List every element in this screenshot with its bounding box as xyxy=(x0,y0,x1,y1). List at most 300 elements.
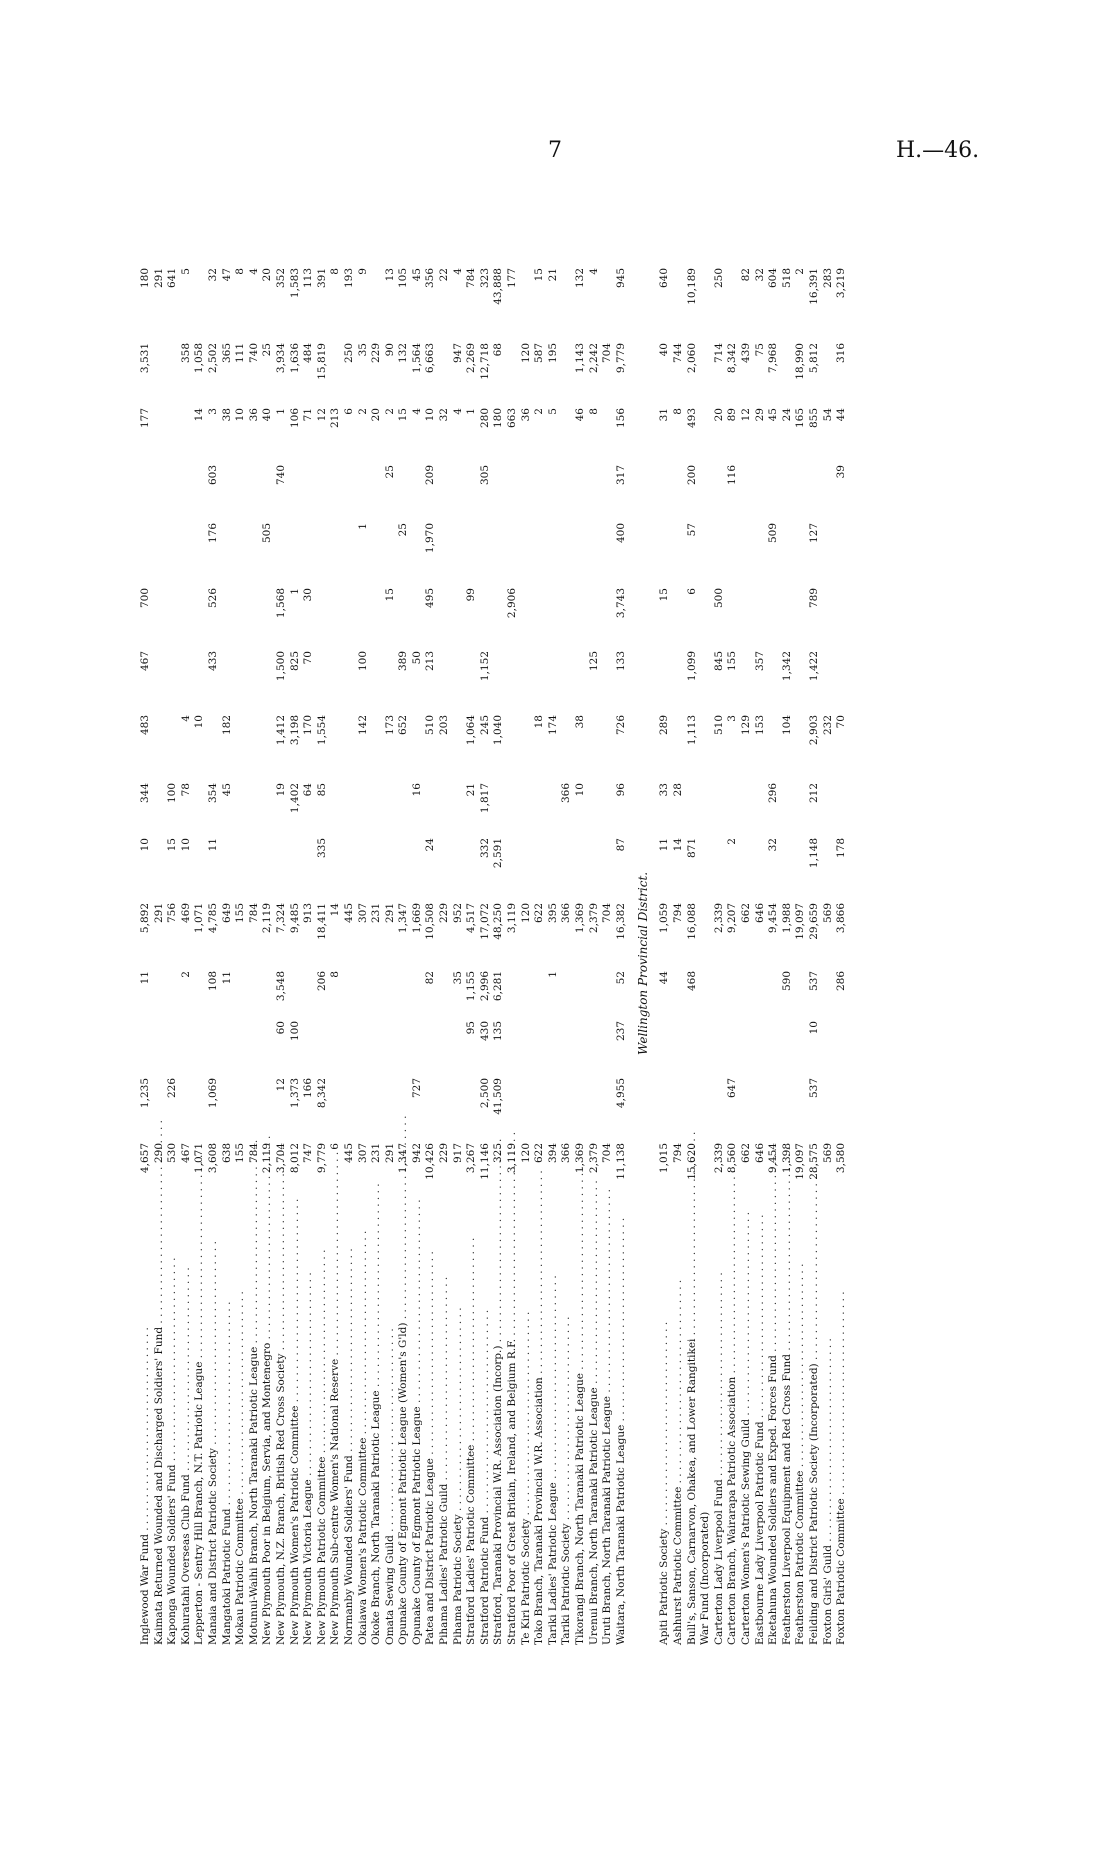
organisation-name: Stratford Ladies' Patriotic Committee . . . xyxy=(466,1205,477,1645)
table-row xyxy=(602,145,616,1645)
amount-cell: 203 xyxy=(438,715,451,736)
table-row xyxy=(507,145,521,1645)
amount-cell: 756 xyxy=(166,903,179,924)
amount-cell: 1,071 xyxy=(193,903,206,934)
organisation-name: Feilding and District Patriotic Society (Incorporated) . . . xyxy=(809,1205,820,1645)
amount-cell: 35 xyxy=(451,971,464,985)
amount-cell: 32 xyxy=(767,838,780,852)
organisation-name: Stratford Patriotic Fund . . . xyxy=(480,1205,491,1645)
amount-cell: 510 xyxy=(424,715,437,736)
amount-cell: 871 xyxy=(685,838,698,859)
amount-cell: 740 xyxy=(274,465,287,486)
amount-cell: 469 xyxy=(179,903,192,924)
amount-cell: 2 xyxy=(794,268,807,275)
table-row xyxy=(235,145,249,1645)
amount-cell: 8 xyxy=(587,408,600,415)
amount-cell: 11 xyxy=(220,971,233,985)
organisation-name: New Plymouth Patriotic Committee . . . xyxy=(317,1205,328,1645)
amount-cell: 20 xyxy=(370,408,383,422)
table-row xyxy=(330,145,344,1645)
amount-cell: 740 xyxy=(247,343,260,364)
amount-cell: 1,554 xyxy=(315,715,328,746)
amount-cell: 1,113 xyxy=(685,715,698,746)
amount-cell: 229 xyxy=(370,343,383,364)
amount-cell: 1,988 xyxy=(780,903,793,934)
table-row xyxy=(344,145,358,1645)
amount-cell: 166 xyxy=(302,1078,315,1099)
amount-cell: 106 xyxy=(288,408,301,429)
amount-cell: 22 xyxy=(438,268,451,282)
amount-cell: 307 xyxy=(356,1143,369,1164)
amount-cell: 155 xyxy=(726,651,739,672)
amount-cell: 2,996 xyxy=(478,971,491,1002)
amount-cell: 505 xyxy=(261,523,274,544)
table-row xyxy=(276,145,290,1645)
amount-cell: 289 xyxy=(658,715,671,736)
amount-cell: 47 xyxy=(220,268,233,282)
table-row xyxy=(659,145,673,1645)
amount-cell: 25 xyxy=(261,343,274,357)
amount-cell: 344 xyxy=(139,783,151,804)
amount-cell: 3,198 xyxy=(288,715,301,746)
amount-cell: 153 xyxy=(753,715,766,736)
organisation-name: Okaiawa Women's Patriotic Committee . . . xyxy=(358,1205,369,1645)
amount-cell: 250 xyxy=(712,268,725,289)
amount-cell: 174 xyxy=(546,715,559,736)
organisation-name: Foxton Patriotic Committee . . . xyxy=(836,1205,847,1645)
amount-cell: 96 xyxy=(614,783,627,797)
organisation-name: Tariki Patriotic Society . . . xyxy=(561,1205,572,1645)
table-row xyxy=(140,145,154,1645)
amount-cell: 439 xyxy=(739,343,752,364)
amount-cell: 400 xyxy=(614,523,627,544)
amount-cell: 4 xyxy=(451,408,464,415)
amount-cell: 212 xyxy=(807,783,820,804)
amount-cell: 85 xyxy=(315,783,328,797)
amount-cell: 913 xyxy=(302,903,315,924)
amount-cell: 6 xyxy=(329,1143,342,1150)
amount-cell: 1,564 xyxy=(410,343,423,374)
amount-cell: 100 xyxy=(288,1021,301,1042)
amount-cell: 2 xyxy=(726,838,739,845)
amount-cell: 15,620 xyxy=(685,1143,698,1180)
table-row xyxy=(768,145,782,1645)
amount-cell: 663 xyxy=(506,408,519,429)
amount-cell: 9,207 xyxy=(726,903,739,934)
amount-cell: 467 xyxy=(139,651,151,672)
amount-cell: 11 xyxy=(658,838,671,852)
amount-cell: 46 xyxy=(574,408,586,422)
amount-cell: 5,892 xyxy=(139,903,151,934)
table-row xyxy=(809,145,823,1645)
amount-cell: 9,485 xyxy=(288,903,301,934)
amount-cell: 291 xyxy=(152,268,165,289)
amount-cell: 2,242 xyxy=(587,343,600,374)
amount-cell: 38 xyxy=(574,715,586,729)
amount-cell: 1,398 xyxy=(780,1143,793,1174)
amount-cell: 1,099 xyxy=(685,651,698,682)
amount-cell: 5,812 xyxy=(807,343,820,374)
amount-cell: 5 xyxy=(546,408,559,415)
amount-cell: 2 xyxy=(533,408,546,415)
table-row xyxy=(727,145,741,1645)
amount-cell: 365 xyxy=(220,343,233,364)
amount-cell: 45 xyxy=(767,408,780,422)
amount-cell: 1,402 xyxy=(288,783,301,814)
amount-cell: 231 xyxy=(370,1143,383,1164)
amount-cell: 135 xyxy=(492,1021,505,1042)
table-row xyxy=(303,145,317,1645)
amount-cell: 113 xyxy=(302,268,315,289)
amount-cell: 232 xyxy=(821,715,834,736)
amount-cell: 14 xyxy=(193,408,206,422)
amount-cell: 108 xyxy=(206,971,219,992)
amount-cell: 11,138 xyxy=(614,1143,627,1180)
document-code: H.—46. xyxy=(896,138,980,163)
amount-cell: 641 xyxy=(166,268,179,289)
amount-cell: 537 xyxy=(807,1078,820,1099)
amount-cell: 784 xyxy=(465,268,478,289)
table-row xyxy=(249,145,263,1645)
amount-cell: 41,509 xyxy=(492,1078,505,1115)
amount-cell: 1,059 xyxy=(658,903,671,934)
organisation-name: Kaimata Returned Wounded and Discharged Soldiers' Fund . . . xyxy=(154,1205,165,1645)
amount-cell: 952 xyxy=(451,903,464,924)
amount-cell: 366 xyxy=(560,1143,573,1164)
amount-cell: 3,704 xyxy=(274,1143,287,1174)
amount-cell: 4 xyxy=(410,408,423,415)
amount-cell: 662 xyxy=(739,903,752,924)
amount-cell: 366 xyxy=(560,903,573,924)
amount-cell: 226 xyxy=(166,1078,179,1099)
organisation-name: Carterton Lady Liverpool Fund . . . xyxy=(714,1205,725,1645)
amount-cell: 366 xyxy=(560,783,573,804)
amount-cell: 19 xyxy=(274,783,287,797)
amount-cell: 229 xyxy=(438,903,451,924)
amount-cell: 945 xyxy=(614,268,627,289)
amount-cell: 10 xyxy=(234,408,247,422)
organisation-name: Okoke Branch, North Taranaki Patriotic League . . . xyxy=(371,1205,382,1645)
amount-cell: 317 xyxy=(614,465,627,486)
amount-cell: 156 xyxy=(614,408,627,429)
amount-cell: 569 xyxy=(821,903,834,924)
amount-cell: 2,119 xyxy=(261,903,274,934)
organisation-name: Inglewood War Fund . . . xyxy=(140,1205,151,1645)
amount-cell: 70 xyxy=(835,715,848,729)
page-number: 7 xyxy=(548,138,562,163)
amount-cell: 170 xyxy=(302,715,315,736)
section-heading xyxy=(629,145,659,1645)
amount-cell: 7,324 xyxy=(274,903,287,934)
amount-cell: 28 xyxy=(671,783,684,797)
organisation-name: Foxton Girls' Guild . . . xyxy=(823,1205,834,1645)
amount-cell: 357 xyxy=(753,651,766,672)
amount-cell: 20 xyxy=(712,408,725,422)
amount-cell: 120 xyxy=(519,903,532,924)
amount-cell: 3,119 xyxy=(506,903,519,934)
amount-cell: 622 xyxy=(533,1143,546,1164)
amount-cell: 2,903 xyxy=(807,715,820,746)
amount-cell: 90 xyxy=(383,343,396,357)
amount-cell: 1 xyxy=(288,588,301,595)
amount-cell: 468 xyxy=(685,971,698,992)
amount-cell: 3 xyxy=(726,715,739,722)
organisation-name: New Plymouth Victoria League . . . xyxy=(303,1205,314,1645)
amount-cell: 25 xyxy=(397,523,410,537)
amount-cell: 744 xyxy=(671,343,684,364)
amount-cell: 9,779 xyxy=(315,1143,328,1174)
organisation-name: New Plymouth Women's Patriotic Committee . . . xyxy=(290,1205,301,1645)
amount-cell: 604 xyxy=(767,268,780,289)
amount-cell: 10 xyxy=(424,408,437,422)
amount-cell: 40 xyxy=(658,343,671,357)
amount-cell: 9,779 xyxy=(614,343,627,374)
organisation-name: Eketahuna Wounded Soldiers and Exped. Forces Fund . . . xyxy=(768,1205,779,1645)
amount-cell: 4 xyxy=(247,268,260,275)
table-row xyxy=(439,145,453,1645)
amount-cell: 21 xyxy=(546,268,559,282)
amount-cell: 323 xyxy=(478,268,491,289)
amount-cell: 12 xyxy=(274,1078,287,1092)
table-row xyxy=(290,145,304,1645)
amount-cell: 2,060 xyxy=(685,343,698,374)
amount-cell: 352 xyxy=(274,268,287,289)
table-row xyxy=(782,145,796,1645)
amount-cell: 389 xyxy=(397,651,410,672)
amount-cell: 206 xyxy=(315,971,328,992)
amount-cell: 638 xyxy=(220,1143,233,1164)
amount-cell: 1,148 xyxy=(807,838,820,869)
amount-cell: 335 xyxy=(315,838,328,859)
amount-cell: 358 xyxy=(179,343,192,364)
amount-cell: 6 xyxy=(685,588,698,595)
amount-cell: 356 xyxy=(424,268,437,289)
table-row xyxy=(480,145,494,1645)
amount-cell: 13 xyxy=(383,268,396,282)
amount-cell: 1,235 xyxy=(139,1078,151,1109)
table-row xyxy=(154,145,168,1645)
amount-cell: 789 xyxy=(807,588,820,609)
amount-cell: 647 xyxy=(726,1078,739,1099)
amount-cell: 286 xyxy=(835,971,848,992)
amount-cell: 1,143 xyxy=(574,343,586,374)
amount-cell: 530 xyxy=(166,1143,179,1164)
amount-cell: 430 xyxy=(478,1021,491,1042)
amount-cell: 291 xyxy=(152,903,165,924)
table-row xyxy=(548,145,562,1645)
amount-cell: 603 xyxy=(206,465,219,486)
amount-cell: 132 xyxy=(397,343,410,364)
amount-cell: 1 xyxy=(274,408,287,415)
amount-cell: 291 xyxy=(383,903,396,924)
table-row xyxy=(262,145,276,1645)
amount-cell: 6,281 xyxy=(492,971,505,1002)
amount-cell: 1,015 xyxy=(658,1143,671,1174)
amount-cell: 391 xyxy=(315,268,328,289)
amount-cell: 12 xyxy=(739,408,752,422)
amount-cell: 40 xyxy=(261,408,274,422)
table-row xyxy=(412,145,426,1645)
amount-cell: 32 xyxy=(753,268,766,282)
amount-cell: 3,219 xyxy=(835,268,848,299)
amount-cell: 16,391 xyxy=(807,268,820,305)
organisation-name: Motunui-Waihi Branch, North Taranaki Patriotic League . . . xyxy=(249,1205,260,1645)
amount-cell: 57 xyxy=(685,523,698,537)
amount-cell: 1,058 xyxy=(193,343,206,374)
amount-cell: 484 xyxy=(302,343,315,364)
organisation-name: Pihama Ladies' Patriotic Guild . . . xyxy=(439,1205,450,1645)
amount-cell: 33 xyxy=(658,783,671,797)
amount-cell: 2,379 xyxy=(587,1143,600,1174)
table-row xyxy=(714,145,728,1645)
amount-cell: 14 xyxy=(329,903,342,917)
amount-cell: 855 xyxy=(807,408,820,429)
amount-cell: 12,718 xyxy=(478,343,491,380)
amount-cell: 1,342 xyxy=(780,651,793,682)
amount-cell: 569 xyxy=(821,1143,834,1164)
organisation-name: Stratford Poor of Great Britain, Ireland, and Belgium R.F. . . . xyxy=(507,1205,518,1645)
amount-cell: 8 xyxy=(671,408,684,415)
amount-cell: 70 xyxy=(302,651,315,665)
amount-cell: 622 xyxy=(533,903,546,924)
amount-cell: 1,817 xyxy=(478,783,491,814)
amount-cell: 2,502 xyxy=(206,343,219,374)
amount-cell: 526 xyxy=(206,588,219,609)
table-row xyxy=(836,145,850,1645)
table-group-wellington xyxy=(659,145,849,1645)
table-row xyxy=(673,145,687,1645)
amount-cell: 132 xyxy=(574,268,586,289)
amount-cell: 3,934 xyxy=(274,343,287,374)
amount-cell: 942 xyxy=(410,1143,423,1164)
amount-cell: 213 xyxy=(329,408,342,429)
amount-cell: 82 xyxy=(424,971,437,985)
amount-cell: 10 xyxy=(807,1021,820,1035)
amount-cell: 727 xyxy=(410,1078,423,1099)
amount-cell: 2,591 xyxy=(492,838,505,869)
amount-cell: 2,269 xyxy=(465,343,478,374)
amount-cell: 127 xyxy=(807,523,820,544)
amount-cell: 231 xyxy=(370,903,383,924)
table-row xyxy=(208,145,222,1645)
amount-cell: 165 xyxy=(794,408,807,429)
amount-cell: 332 xyxy=(478,838,491,859)
amount-cell: 178 xyxy=(835,838,848,859)
amount-cell: 195 xyxy=(546,343,559,364)
amount-cell: 8,012 xyxy=(288,1143,301,1174)
table-row xyxy=(700,145,714,1645)
amount-cell: 3,267 xyxy=(465,1143,478,1174)
amount-cell: 48,250 xyxy=(492,903,505,940)
amount-cell: 2,119 xyxy=(261,1143,274,1174)
organisation-name: Carterton Women's Patriotic Sewing Guild . . . xyxy=(741,1205,752,1645)
amount-cell: 36 xyxy=(247,408,260,422)
amount-cell: 3,608 xyxy=(206,1143,219,1174)
table-row xyxy=(561,145,575,1645)
amount-cell: 1,970 xyxy=(424,523,437,554)
table-row xyxy=(755,145,769,1645)
amount-cell: 825 xyxy=(288,651,301,672)
amount-cell: 173 xyxy=(383,715,396,736)
amount-cell: 1,369 xyxy=(574,1143,586,1174)
amount-cell: 15 xyxy=(533,268,546,282)
amount-cell: 125 xyxy=(587,651,600,672)
amount-cell: 8,342 xyxy=(726,343,739,374)
amount-cell: 4,955 xyxy=(614,1078,627,1109)
amount-cell: 3,531 xyxy=(139,343,151,374)
amount-cell: 640 xyxy=(658,268,671,289)
amount-cell: 3 xyxy=(206,408,219,415)
table-row xyxy=(317,145,331,1645)
organisation-name: New Plymouth Sub-centre Women's National Reserve . . . xyxy=(330,1205,341,1645)
rotated-table xyxy=(140,145,990,1645)
amount-cell: 133 xyxy=(614,651,627,672)
amount-cell: 38 xyxy=(220,408,233,422)
amount-cell: 1,422 xyxy=(807,651,820,682)
amount-cell: 433 xyxy=(206,651,219,672)
amount-cell: 445 xyxy=(342,1143,355,1164)
amount-cell: 75 xyxy=(753,343,766,357)
amount-cell: 50 xyxy=(410,651,423,665)
amount-cell: 12 xyxy=(315,408,328,422)
amount-cell: 15 xyxy=(383,588,396,602)
table-row xyxy=(398,145,412,1645)
amount-cell: 24 xyxy=(780,408,793,422)
amount-cell: 229 xyxy=(438,1143,451,1164)
amount-cell: 500 xyxy=(712,588,725,609)
amount-cell: 155 xyxy=(234,903,247,924)
organisation-name: Waitara, North Taranaki Patriotic League . . . xyxy=(616,1205,627,1645)
amount-cell: 947 xyxy=(451,343,464,364)
amount-cell: 129 xyxy=(739,715,752,736)
amount-cell: 495 xyxy=(424,588,437,609)
amount-cell: 704 xyxy=(601,1143,614,1164)
amount-cell: 1,373 xyxy=(288,1078,301,1109)
organisation-name: Carterton Branch, Wairarapa Patriotic Association . . . xyxy=(727,1205,738,1645)
amount-cell: 177 xyxy=(139,408,151,429)
amount-cell: 10,189 xyxy=(685,268,698,305)
amount-cell: 7,968 xyxy=(767,343,780,374)
amount-cell: 8,560 xyxy=(726,1143,739,1174)
organisation-name: Manaia and District Patriotic Society . . . xyxy=(208,1205,219,1645)
amount-cell: 250 xyxy=(342,343,355,364)
table-row xyxy=(493,145,507,1645)
amount-cell: 1,071 xyxy=(193,1143,206,1174)
amount-cell: 45 xyxy=(410,268,423,282)
amount-cell: 120 xyxy=(519,343,532,364)
amount-cell: 2 xyxy=(179,971,192,978)
amount-cell: 1,636 xyxy=(288,343,301,374)
amount-cell: 17,072 xyxy=(478,903,491,940)
amount-cell: 714 xyxy=(712,343,725,364)
amount-cell: 291 xyxy=(383,1143,396,1164)
amount-cell: 394 xyxy=(546,1143,559,1164)
amount-cell: 25 xyxy=(383,465,396,479)
amount-cell: 19,097 xyxy=(794,903,807,940)
amount-cell: 200 xyxy=(685,465,698,486)
organisation-name: Kohuratahi Overseas Club Fund . . . xyxy=(181,1205,192,1645)
amount-cell: 16,088 xyxy=(685,903,698,940)
amount-cell: 180 xyxy=(492,408,505,429)
organisation-name: Te Kiri Patriotic Society . . . xyxy=(521,1205,532,1645)
amount-cell: 493 xyxy=(685,408,698,429)
amount-cell: 518 xyxy=(780,268,793,289)
amount-cell: 64 xyxy=(302,783,315,797)
amount-cell: 3,548 xyxy=(274,971,287,1002)
amount-cell: 52 xyxy=(614,971,627,985)
amount-cell: 2 xyxy=(356,408,369,415)
organisation-name: War Fund (Incorporated) xyxy=(699,1511,712,1645)
